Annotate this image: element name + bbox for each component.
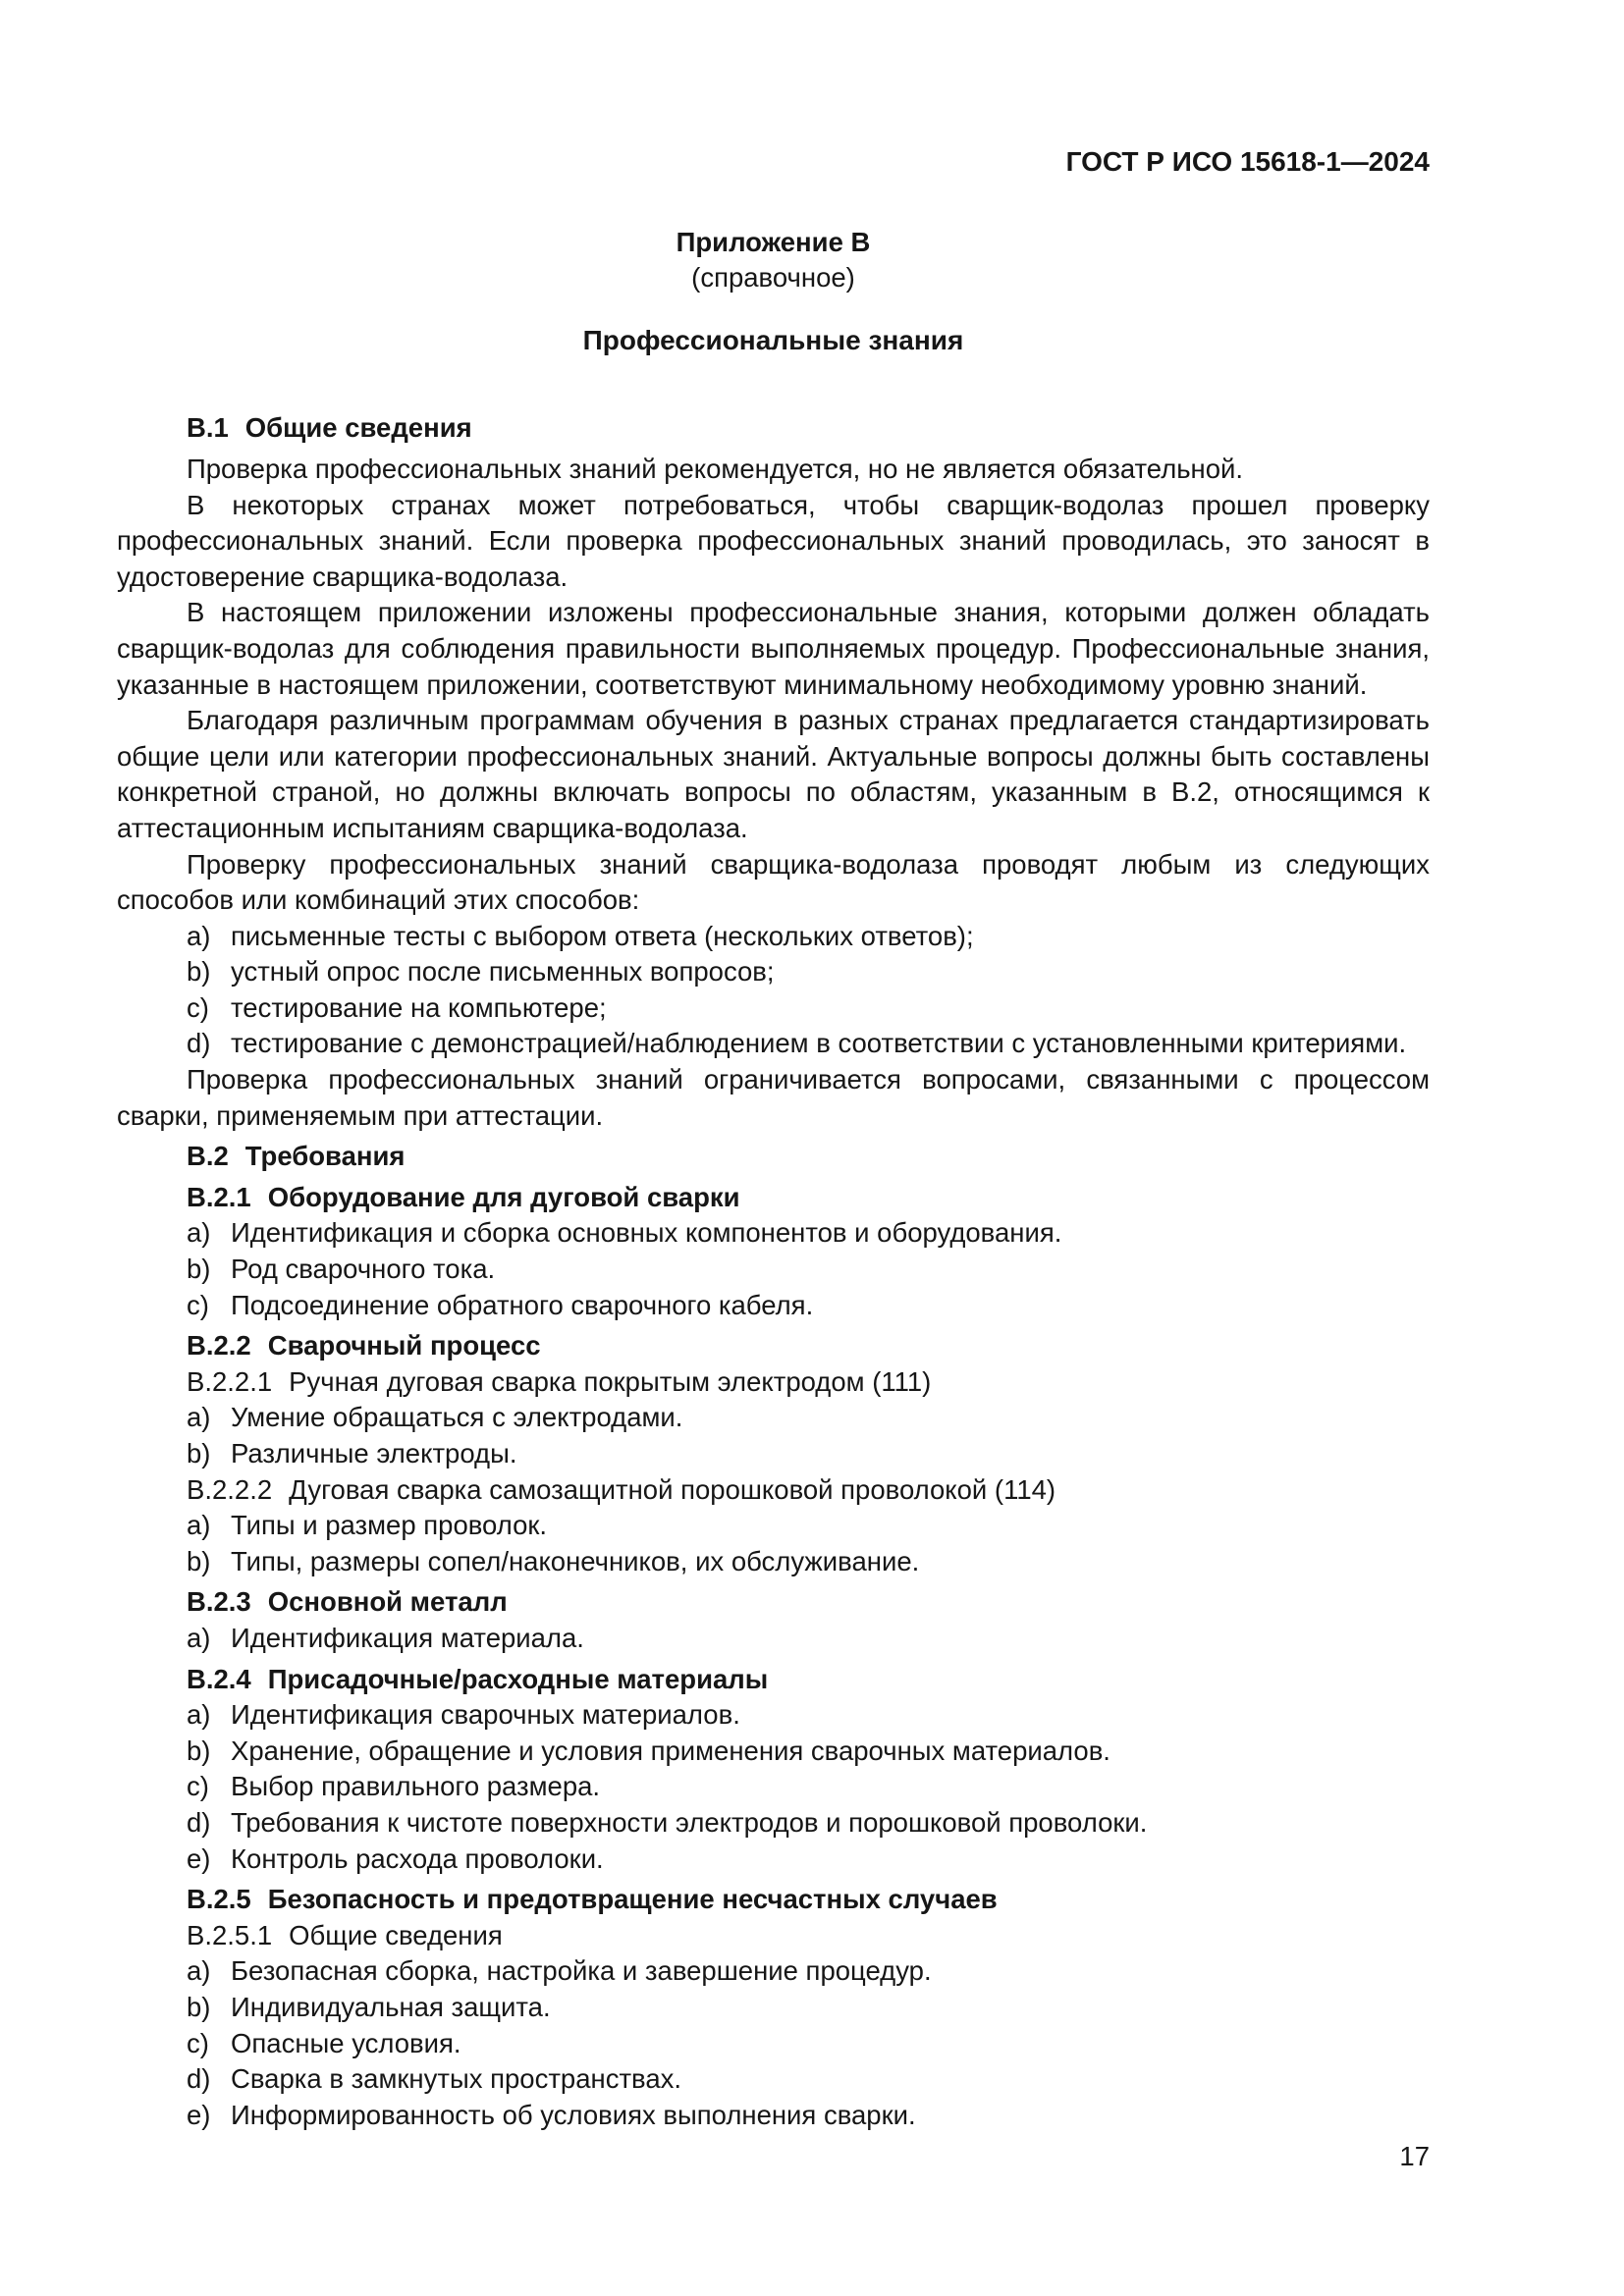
section-title: Безопасность и предотвращение несчастных случаев (267, 1884, 998, 1915)
section-number: В.1 (187, 412, 229, 444)
section-number: В.2.2 (187, 1330, 251, 1362)
list-marker: c) (187, 1771, 209, 1802)
paragraph: Благодаря различным программам обучения в разных странах предлагается стандартизировать общие цели или категории профессиональных знаний. Актуальные вопросы должны быть составлены конкретной страной, но должны включать вопросы по областям, указанным в В.2, относящимся к аттестационным испытаниям сварщика-водолаза. (117, 705, 1430, 843)
section-heading (117, 410, 1430, 447)
section-heading (117, 1139, 1430, 1175)
list-marker: b) (187, 1254, 211, 1285)
list-text: Типы и размер проволок. (231, 1510, 548, 1541)
list-item (117, 919, 1430, 955)
section-title: Общие сведения (289, 1919, 503, 1950)
list-marker: b) (187, 956, 211, 988)
list-marker: a) (187, 1402, 211, 1433)
list-marker: c) (187, 1289, 209, 1320)
list-text: Идентификация материала. (231, 1622, 584, 1653)
subsection-heading (117, 1662, 1430, 1698)
section-number: В.2.2.1 (187, 1365, 273, 1397)
section-title: Сварочный процесс (267, 1330, 541, 1362)
section-number: В.2.1 (187, 1181, 251, 1212)
section-title: Основной металл (267, 1586, 508, 1618)
list-item (117, 1734, 1430, 1770)
annex-type: (справочное) (691, 262, 855, 294)
list-marker: b) (187, 1438, 211, 1468)
subsection-heading (117, 1882, 1430, 1918)
list-item (117, 1252, 1430, 1288)
list-text: Различные электроды. (231, 1438, 517, 1468)
list-item (117, 954, 1430, 990)
list-item (117, 1026, 1430, 1062)
subsection-heading (117, 1180, 1430, 1216)
list-text: Безопасная сборка, настройка и завершение процедур. (231, 1955, 932, 1987)
list-marker: c) (187, 2027, 209, 2058)
paragraph: Проверка профессиональных знаний ограничивается вопросами, связанными с процессом сварки, применяемым при аттестации. (117, 1064, 1430, 1131)
list-marker: a) (187, 1217, 211, 1249)
list-item (117, 1508, 1430, 1544)
list-text: Индивидуальная защита. (231, 1991, 551, 2022)
list-text: Умение обращаться с электродами. (231, 1402, 683, 1433)
list-marker: d) (187, 2063, 211, 2095)
page-number: 17 (1399, 2141, 1430, 2172)
list-marker: a) (187, 1622, 211, 1653)
section-title: Оборудование для дуговой сварки (267, 1181, 740, 1212)
list-marker: b) (187, 1735, 211, 1766)
list-item (117, 1805, 1430, 1842)
list-item (117, 1436, 1430, 1472)
list-marker: e) (187, 2099, 211, 2130)
list-text: Подсоединение обратного сварочного кабеля. (231, 1289, 814, 1320)
section-number: В.2.3 (187, 1586, 251, 1618)
paragraph: В настоящем приложении изложены профессиональные знания, которыми должен обладать сварщик-водолаз для соблюдения правильности выполняемых процедур. Профессиональные знания, указанные в настоящем приложении, соответствуют минимальному необходимому уровню знаний. (117, 597, 1430, 700)
list-item (117, 2098, 1430, 2134)
list-item (117, 1400, 1430, 1436)
list-marker: d) (187, 1028, 211, 1059)
paragraph: Проверка профессиональных знаний рекомендуется, но не является обязательной. (187, 453, 1244, 484)
list-marker: d) (187, 1806, 211, 1838)
annex-label: Приложение В (676, 226, 871, 257)
list-item (117, 1769, 1430, 1805)
list-text: устный опрос после письменных вопросов; (231, 956, 775, 988)
list-item (117, 1215, 1430, 1252)
subsection-heading (117, 1328, 1430, 1364)
list-text: Контроль расхода проволоки. (231, 1842, 604, 1874)
list-text: Информированность об условиях выполнения сварки. (231, 2099, 916, 2130)
list-item (117, 990, 1430, 1027)
list-item (117, 1621, 1430, 1657)
list-text: Требования к чистоте поверхности электродов и порошковой проволоки. (231, 1806, 1148, 1838)
paragraph: В некоторых странах может потребоваться, чтобы сварщик-водолаз прошел проверку профессиональных знаний. Если проверка профессиональных знаний проводилась, это заносят в удостоверение сварщика-водолаза. (117, 489, 1430, 592)
subsubsection-heading (117, 1472, 1430, 1509)
list-text: Опасные условия. (231, 2027, 461, 2058)
list-item (117, 1697, 1430, 1734)
list-text: Сварка в замкнутых пространствах. (231, 2063, 682, 2095)
list-marker: a) (187, 1955, 211, 1987)
list-item (117, 1842, 1430, 1878)
section-title: Дуговая сварка самозащитной порошковой проволокой (114) (289, 1473, 1056, 1505)
section-number: В.2.5.1 (187, 1919, 273, 1950)
list-text: Идентификация и сборка основных компонентов и оборудования. (231, 1217, 1062, 1249)
list-text: Типы, размеры сопел/наконечников, их обслуживание. (231, 1545, 920, 1576)
list-marker: a) (187, 920, 211, 951)
section-title: Требования (244, 1141, 406, 1172)
list-item (117, 1288, 1430, 1324)
section-number: В.2 (187, 1141, 229, 1172)
section-title: Присадочные/расходные материалы (267, 1663, 769, 1694)
list-text: Род сварочного тока. (231, 1254, 496, 1285)
paragraph: Проверку профессиональных знаний сварщика-водолаза проводят любым из следующих способов или комбинаций этих способов: (117, 848, 1430, 916)
section-number: В.2.5 (187, 1884, 251, 1915)
list-item (117, 1990, 1430, 2026)
subsubsection-heading (117, 1918, 1430, 1954)
list-item (117, 1544, 1430, 1580)
document-code: ГОСТ Р ИСО 15618-1—2024 (1065, 146, 1430, 177)
list-text: Хранение, обращение и условия применения сварочных материалов. (231, 1735, 1110, 1766)
section-title: Общие сведения (244, 412, 472, 444)
list-marker: b) (187, 1545, 211, 1576)
list-marker: b) (187, 1991, 211, 2022)
list-marker: a) (187, 1510, 211, 1541)
list-text: Идентификация сварочных материалов. (231, 1699, 740, 1731)
list-item (117, 1953, 1430, 1990)
list-item (117, 2061, 1430, 2098)
list-text: Выбор правильного размера. (231, 1771, 601, 1802)
list-marker: a) (187, 1699, 211, 1731)
list-text: письменные тесты с выбором ответа (нескольких ответов); (231, 920, 974, 951)
list-text: тестирование с демонстрацией/наблюдением в соответствии с установленными критериями. (231, 1028, 1407, 1059)
subsubsection-heading (117, 1364, 1430, 1401)
section-number: В.2.4 (187, 1663, 251, 1694)
document-title: Профессиональные знания (582, 324, 964, 355)
list-marker: e) (187, 1842, 211, 1874)
subsection-heading (117, 1584, 1430, 1621)
list-item (117, 2026, 1430, 2062)
section-number: В.2.2.2 (187, 1473, 273, 1505)
document-content (117, 410, 1430, 2175)
section-title: Ручная дуговая сварка покрытым электродом (111) (289, 1365, 932, 1397)
list-text: тестирование на компьютере; (231, 991, 607, 1023)
list-marker: c) (187, 991, 209, 1023)
